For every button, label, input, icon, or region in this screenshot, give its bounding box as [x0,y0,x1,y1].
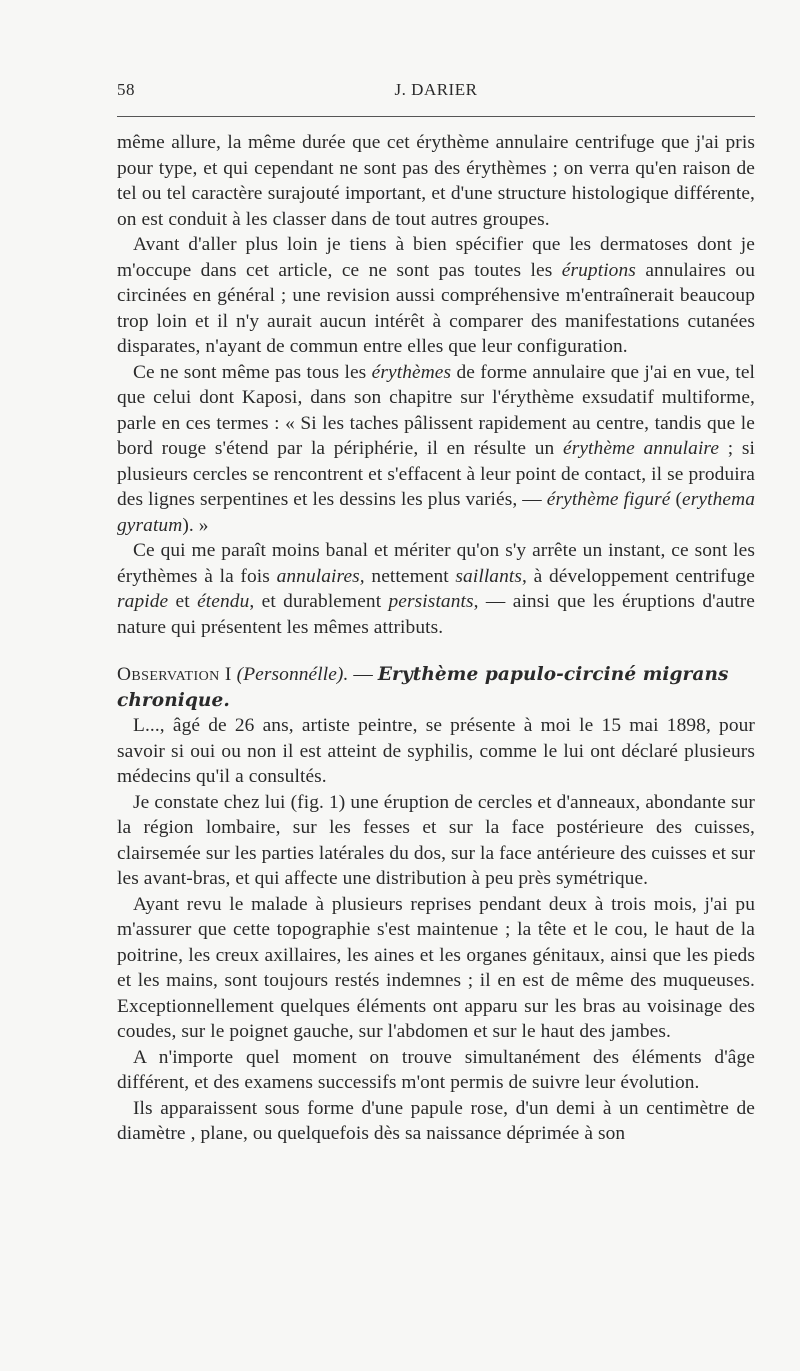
italic-text: érythème annulaire [562,438,720,459]
italic-text: saillants [455,565,523,587]
body-text [117,130,755,1147]
text-run: Je constate chez lui (fig. 1) une éruption de cercles et d'anneaux, abondante sur la région lombaire, sur les fesses et sur la face postérieure des cuisses, clairsemée sur les parties latérales du dos, sur la face antérieure des cuisses et sur les avant-bras, et qui affecte une distribution à peu près symétrique. [117,791,755,889]
observation-paragraph [117,790,755,892]
text-run: A n'importe quel moment on trouve simultanément des éléments d'âge différent, et des examens successifs m'ont permis de suivre leur évolution. [117,1046,755,1093]
observation-title: Erythème papulo-circiné migrans chronique. [117,664,729,711]
paragraph [117,538,755,640]
observation-paragraph [117,1045,755,1096]
paragraph [117,360,755,539]
italic-text: érythèmes [371,361,452,383]
text-run: Ayant revu le malade à plusieurs reprises pendant deux à trois mois, j'ai pu m'assurer que cette topographie s'est maintenue ; la tête et le cou, le haut de la poitrine, les creux axillaires, les aines et les organes génitaux, ainsi que les pieds et les mains, sont toujours restés indemnes ; il en est de même des muqueuses. Exceptionnellement quelques éléments ont apparu sur les bras au voisinage des coudes, sur le poignet gauche, sur l'abdomen et sur le haut des jambes. [117,893,755,1042]
text-run: nettement [364,565,456,587]
observation-qualifier: (Personnélle). [236,664,349,685]
italic-text: persistants [388,591,474,612]
text-run: ; si plusieurs cercles se rencontrent et s'effacent à leur point de contact, il se produira des lignes serpentines et les dessins les plus variés, — [117,438,755,510]
text-run: Avant d'aller plus loin je tiens à bien spécifier que les dermatoses dont je m'occupe dans cet article, ce ne sont pas toutes les [117,234,755,281]
observation-paragraph [117,1096,755,1147]
text-run: , et durablement [249,591,389,612]
running-title: J. DARIER [394,80,478,99]
book-page [117,80,755,1147]
paragraph [117,232,755,360]
italic-text: erythema gyratum [117,489,755,536]
italic-text: éruptions [561,259,636,281]
observation-paragraph [117,713,755,790]
text-run: ( [670,489,683,510]
text-run: ). » [182,514,209,536]
text-run: même allure, la même durée que cet érythème annulaire centrifuge que j'ai pris pour type, et qui cependant ne sont pas des érythèmes ; on verra qu'en raison de tel ou tel caractère surajouté important, et d'une structure histologique différente, on est conduit à les classer dans de tout autres groupes. [117,132,755,230]
observation-paragraph [117,892,755,1045]
italic-text: rapide [117,591,169,612]
text-run: , — ainsi que les éruptions d'autre nature qui présentent les mêmes attributs. [117,591,756,638]
text-run: L..., âgé de 26 ans, artiste peintre, se présente à moi le 15 mai 1898, pour savoir si oui ou non il est atteint de syphilis, comme le lui ont déclaré plusieurs médecins qu'il a consultés. [117,715,755,787]
text-run: , à développement centrifuge [522,565,755,587]
observation-heading [117,662,755,713]
section-spacer [117,640,755,662]
text-run: Ce ne sont même pas tous les [133,361,372,383]
observation-dash: — [348,664,378,685]
italic-text: étendu [197,591,250,612]
text-run: de forme annulaire que j'ai en vue, tel que celui dont Kaposi, dans son chapitre sur l'érythème exsudatif multiforme, parle en ces termes : « Si les taches pâlissent rapidement au centre, tandis que le bord rouge s'étend par la périphérie, il en résulte un [117,361,756,459]
paragraph [117,130,755,232]
text-run: annulaires ou circinées en général ; une revision aussi compréhensive m'entraînerait beaucoup trop loin et il n'y aurait aucun intérêt à comparer des manifestations cutanées disparates, n'ayant de commun entre elles que leur configuration. [117,259,755,357]
italic-text: érythème figuré [546,489,671,510]
text-run: Ils apparaissent sous forme d'une papule rose, d'un demi à un centimètre de diamètre , plane, ou quelquefois dès sa naissance déprimée à son [117,1097,755,1144]
text-run: Ce qui me paraît moins banal et mériter qu'on s'y arrête un instant, ce sont les érythèmes à la fois [117,540,755,587]
observation-label: Observation I [117,664,232,685]
page-number: 58 [117,80,135,99]
header-rule [117,116,755,117]
italic-text: annulaires, [276,565,365,587]
running-head [117,80,755,104]
text-run: et [168,591,198,612]
